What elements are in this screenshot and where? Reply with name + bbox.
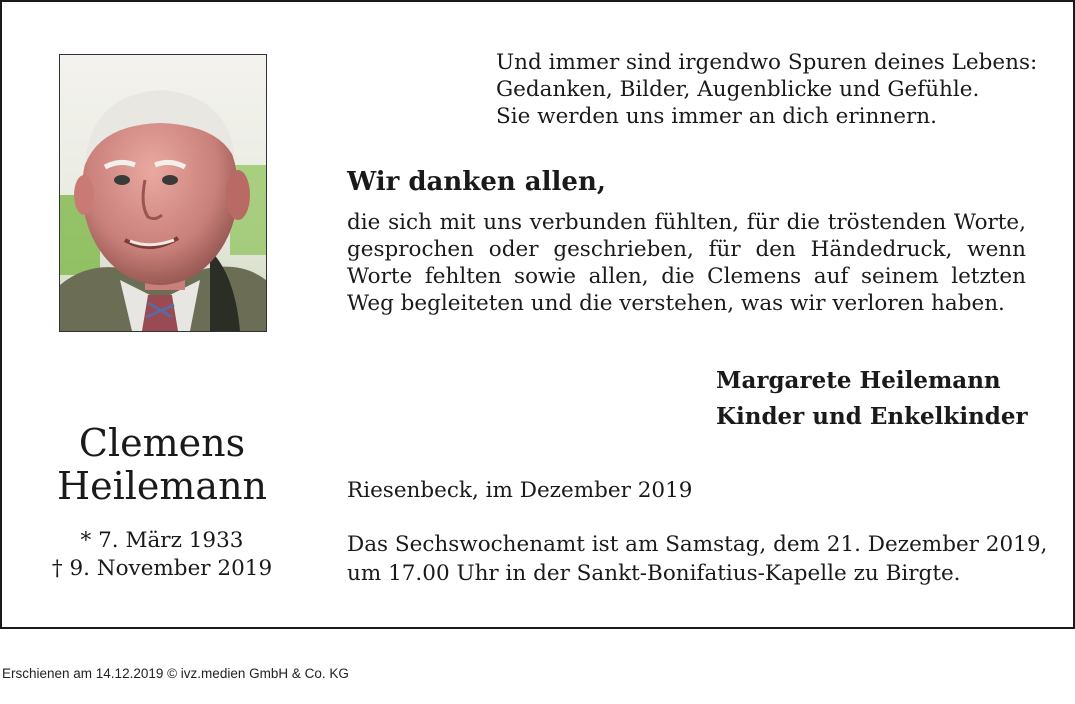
poem-line: Und immer sind irgendwo Spuren deines Lebens: (496, 50, 1038, 75)
last-name: Heilemann (56, 464, 268, 508)
poem-line: Sie werden uns immer an dich erinnern. (496, 104, 937, 129)
publication-footer: Erschienen am 14.12.2019 © ivz.medien GmbH & Co. KG (2, 666, 349, 681)
service-line: um 17.00 Uhr in der Sankt-Bonifatius-Kapelle zu Birgte. (347, 561, 961, 586)
service-info (347, 530, 1047, 588)
thanks-body: die sich mit uns verbunden fühlten, für die tröstenden Worte, gesprochen oder geschrieben, für den Händedruck, wenn Worte fehlten sowie allen, die Clemens auf seinem letzten Weg begleiteten und die verstehen, was wir verloren haben. (347, 210, 1026, 316)
deceased-name (42, 422, 282, 508)
birth-date: * 7. März 1933 (80, 528, 244, 553)
poem-line: Gedanken, Bilder, Augenblicke und Gefühle. (496, 77, 980, 102)
signature-line: Kinder und Enkelkinder (716, 403, 1028, 430)
portrait-photo (59, 54, 267, 332)
life-dates (42, 527, 282, 583)
thanks-heading: Wir danken allen, (347, 167, 606, 197)
death-date: † 9. November 2019 (51, 556, 273, 581)
first-name: Clemens (78, 421, 246, 465)
poem (496, 49, 1037, 130)
place-date: Riesenbeck, im Dezember 2019 (347, 478, 693, 503)
signature-line: Margarete Heilemann (716, 367, 1001, 394)
service-line: Das Sechswochenamt ist am Samstag, dem 21. Dezember 2019, (347, 532, 1048, 557)
signature (716, 363, 1028, 435)
